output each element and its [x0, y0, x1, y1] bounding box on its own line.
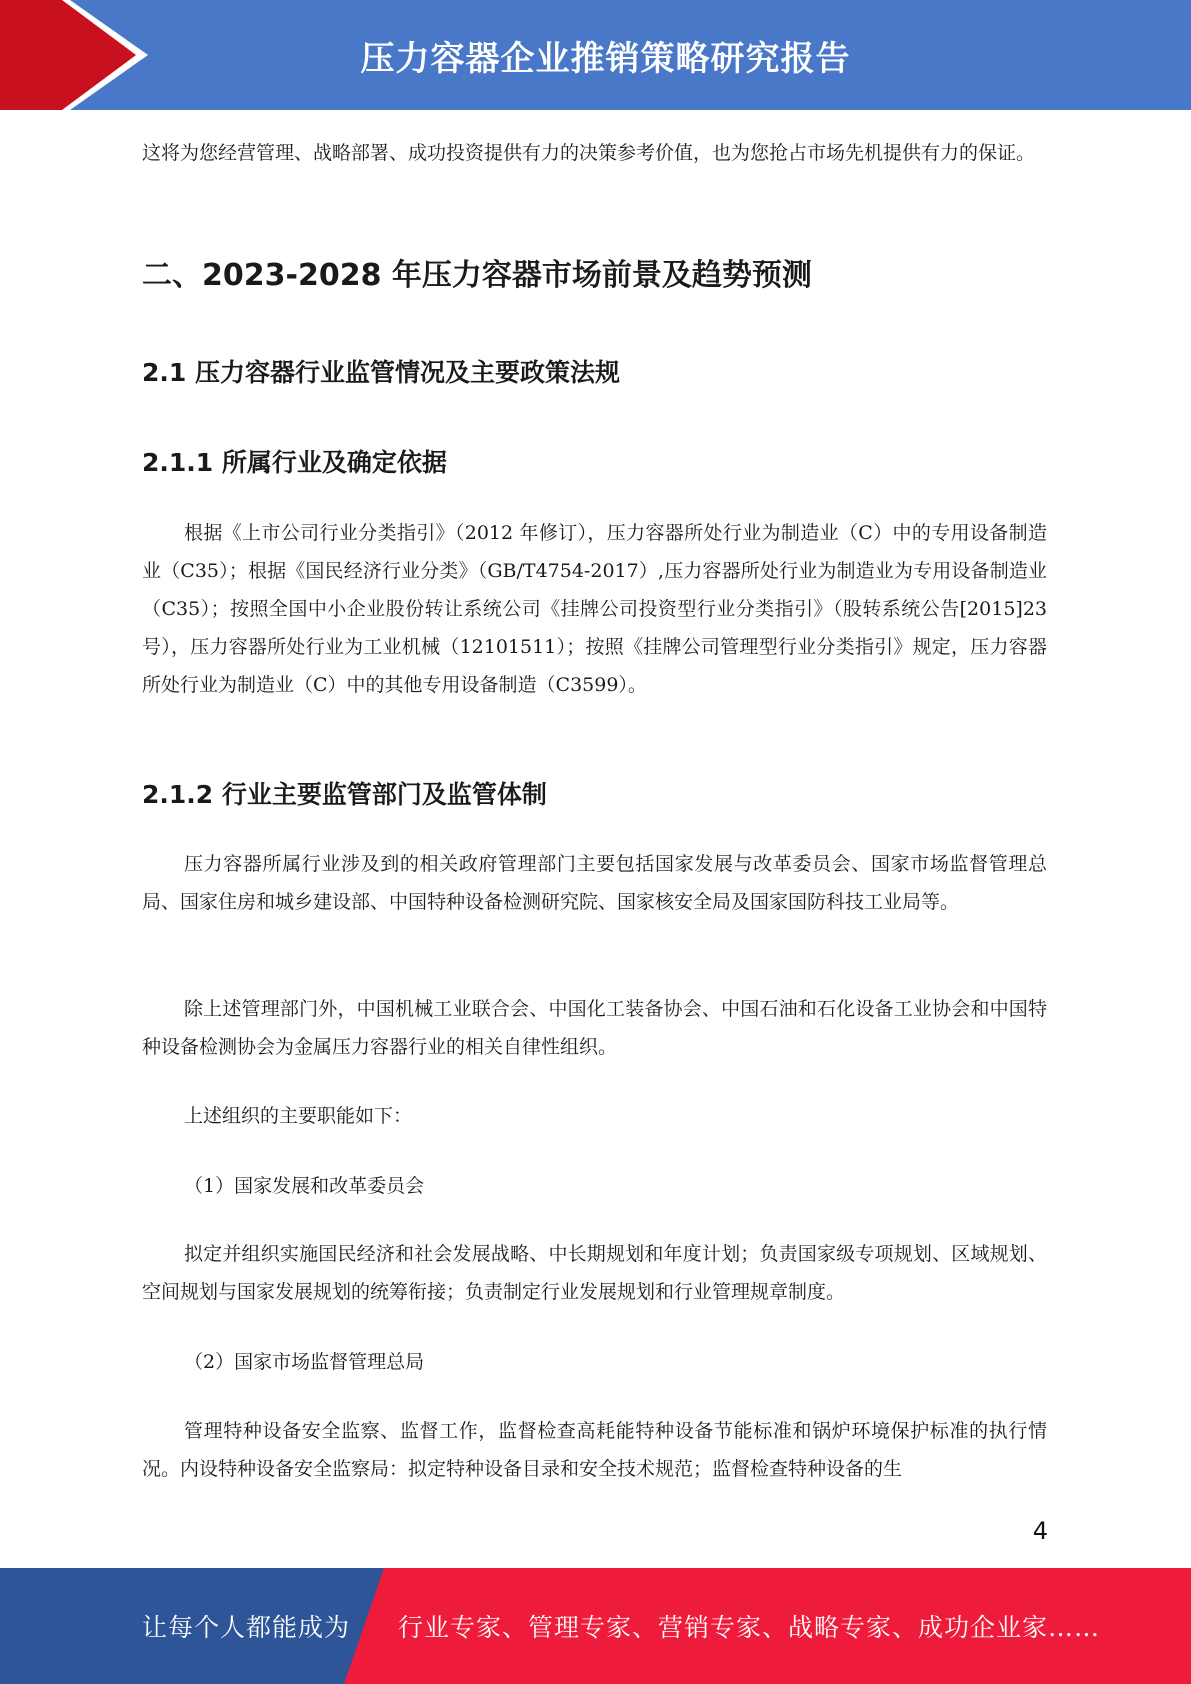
paragraph-functions-intro: 上述组织的主要职能如下： [184, 1105, 413, 1127]
paragraph-samr-duties: 管理特种设备安全监察、监督工作，监督检查高耗能特种设备节能标准和锅炉环境保护标准的执行情况。内设特种设备安全监察局：拟定特种设备目录和安全技术规范；监督检查特种设备的生 [142, 1420, 1047, 1480]
page-number: 4 [1032, 1517, 1048, 1545]
paragraph-self-regulatory-orgs: 除上述管理部门外，中国机械工业联合会、中国化工装备协会、中国石油和石化设备工业协会和中国特种设备检测协会为金属压力容器行业的相关自律性组织。 [142, 998, 1047, 1058]
paragraph-regulators: 压力容器所属行业涉及到的相关政府管理部门主要包括国家发展与改革委员会、国家市场监督管理总局、国家住房和城乡建设部、中国特种设备检测研究院、国家核安全局及国家国防科技工业局等。 [142, 853, 1047, 913]
subsubsection-heading-regulators: 2.1.2 行业主要监管部门及监管体制 [142, 780, 547, 809]
list-item-samr: （2）国家市场监督管理总局 [184, 1351, 425, 1373]
footer-slogan-right: 行业专家、管理专家、营销专家、战略专家、成功企业家…… [398, 1613, 1101, 1642]
intro-paragraph: 这将为您经营管理、战略部署、成功投资提供有力的决策参考价值，也为您抢占市场先机提供有力的保证。 [142, 142, 1036, 164]
paragraph-ndrc-duties: 拟定并组织实施国民经济和社会发展战略、中长期规划和年度计划；负责国家级专项规划、区域规划、空间规划与国家发展规划的统筹衔接；负责制定行业发展规划和行业管理规章制度。 [142, 1243, 1047, 1303]
report-title: 压力容器企业推销策略研究报告 [360, 38, 851, 79]
paragraph-industry-classification: 根据《上市公司行业分类指引》（2012 年修订），压力容器所处行业为制造业（C）中的专用设备制造业（C35）；根据《国民经济行业分类》（GB/T4754-2017）,压力容器所处行业为制造业为专用设备制造业（C35）；按照全国中小企业股份转让系统公司《挂牌公司投资型行业分类指引》（股转系统公告[2015]23 号），压力容器所处行业为工业机械（12101511）；按照《挂牌公司管理型行业分类指引》规定，压力容器所处行业为制造业（C）中的其他专用设备制造（C3599）。 [142, 522, 1047, 696]
subsubsection-heading-industry: 2.1.1 所属行业及确定依据 [142, 448, 447, 477]
header-banner [0, 0, 1191, 110]
subsection-heading: 2.1 压力容器行业监管情况及主要政策法规 [142, 358, 620, 387]
section-heading: 二、2023-2028 年压力容器市场前景及趋势预测 [142, 258, 812, 293]
footer-slogan-left: 让每个人都能成为 [142, 1613, 351, 1642]
list-item-ndrc: （1）国家发展和改革委员会 [184, 1175, 425, 1197]
footer-banner [0, 1568, 1191, 1684]
